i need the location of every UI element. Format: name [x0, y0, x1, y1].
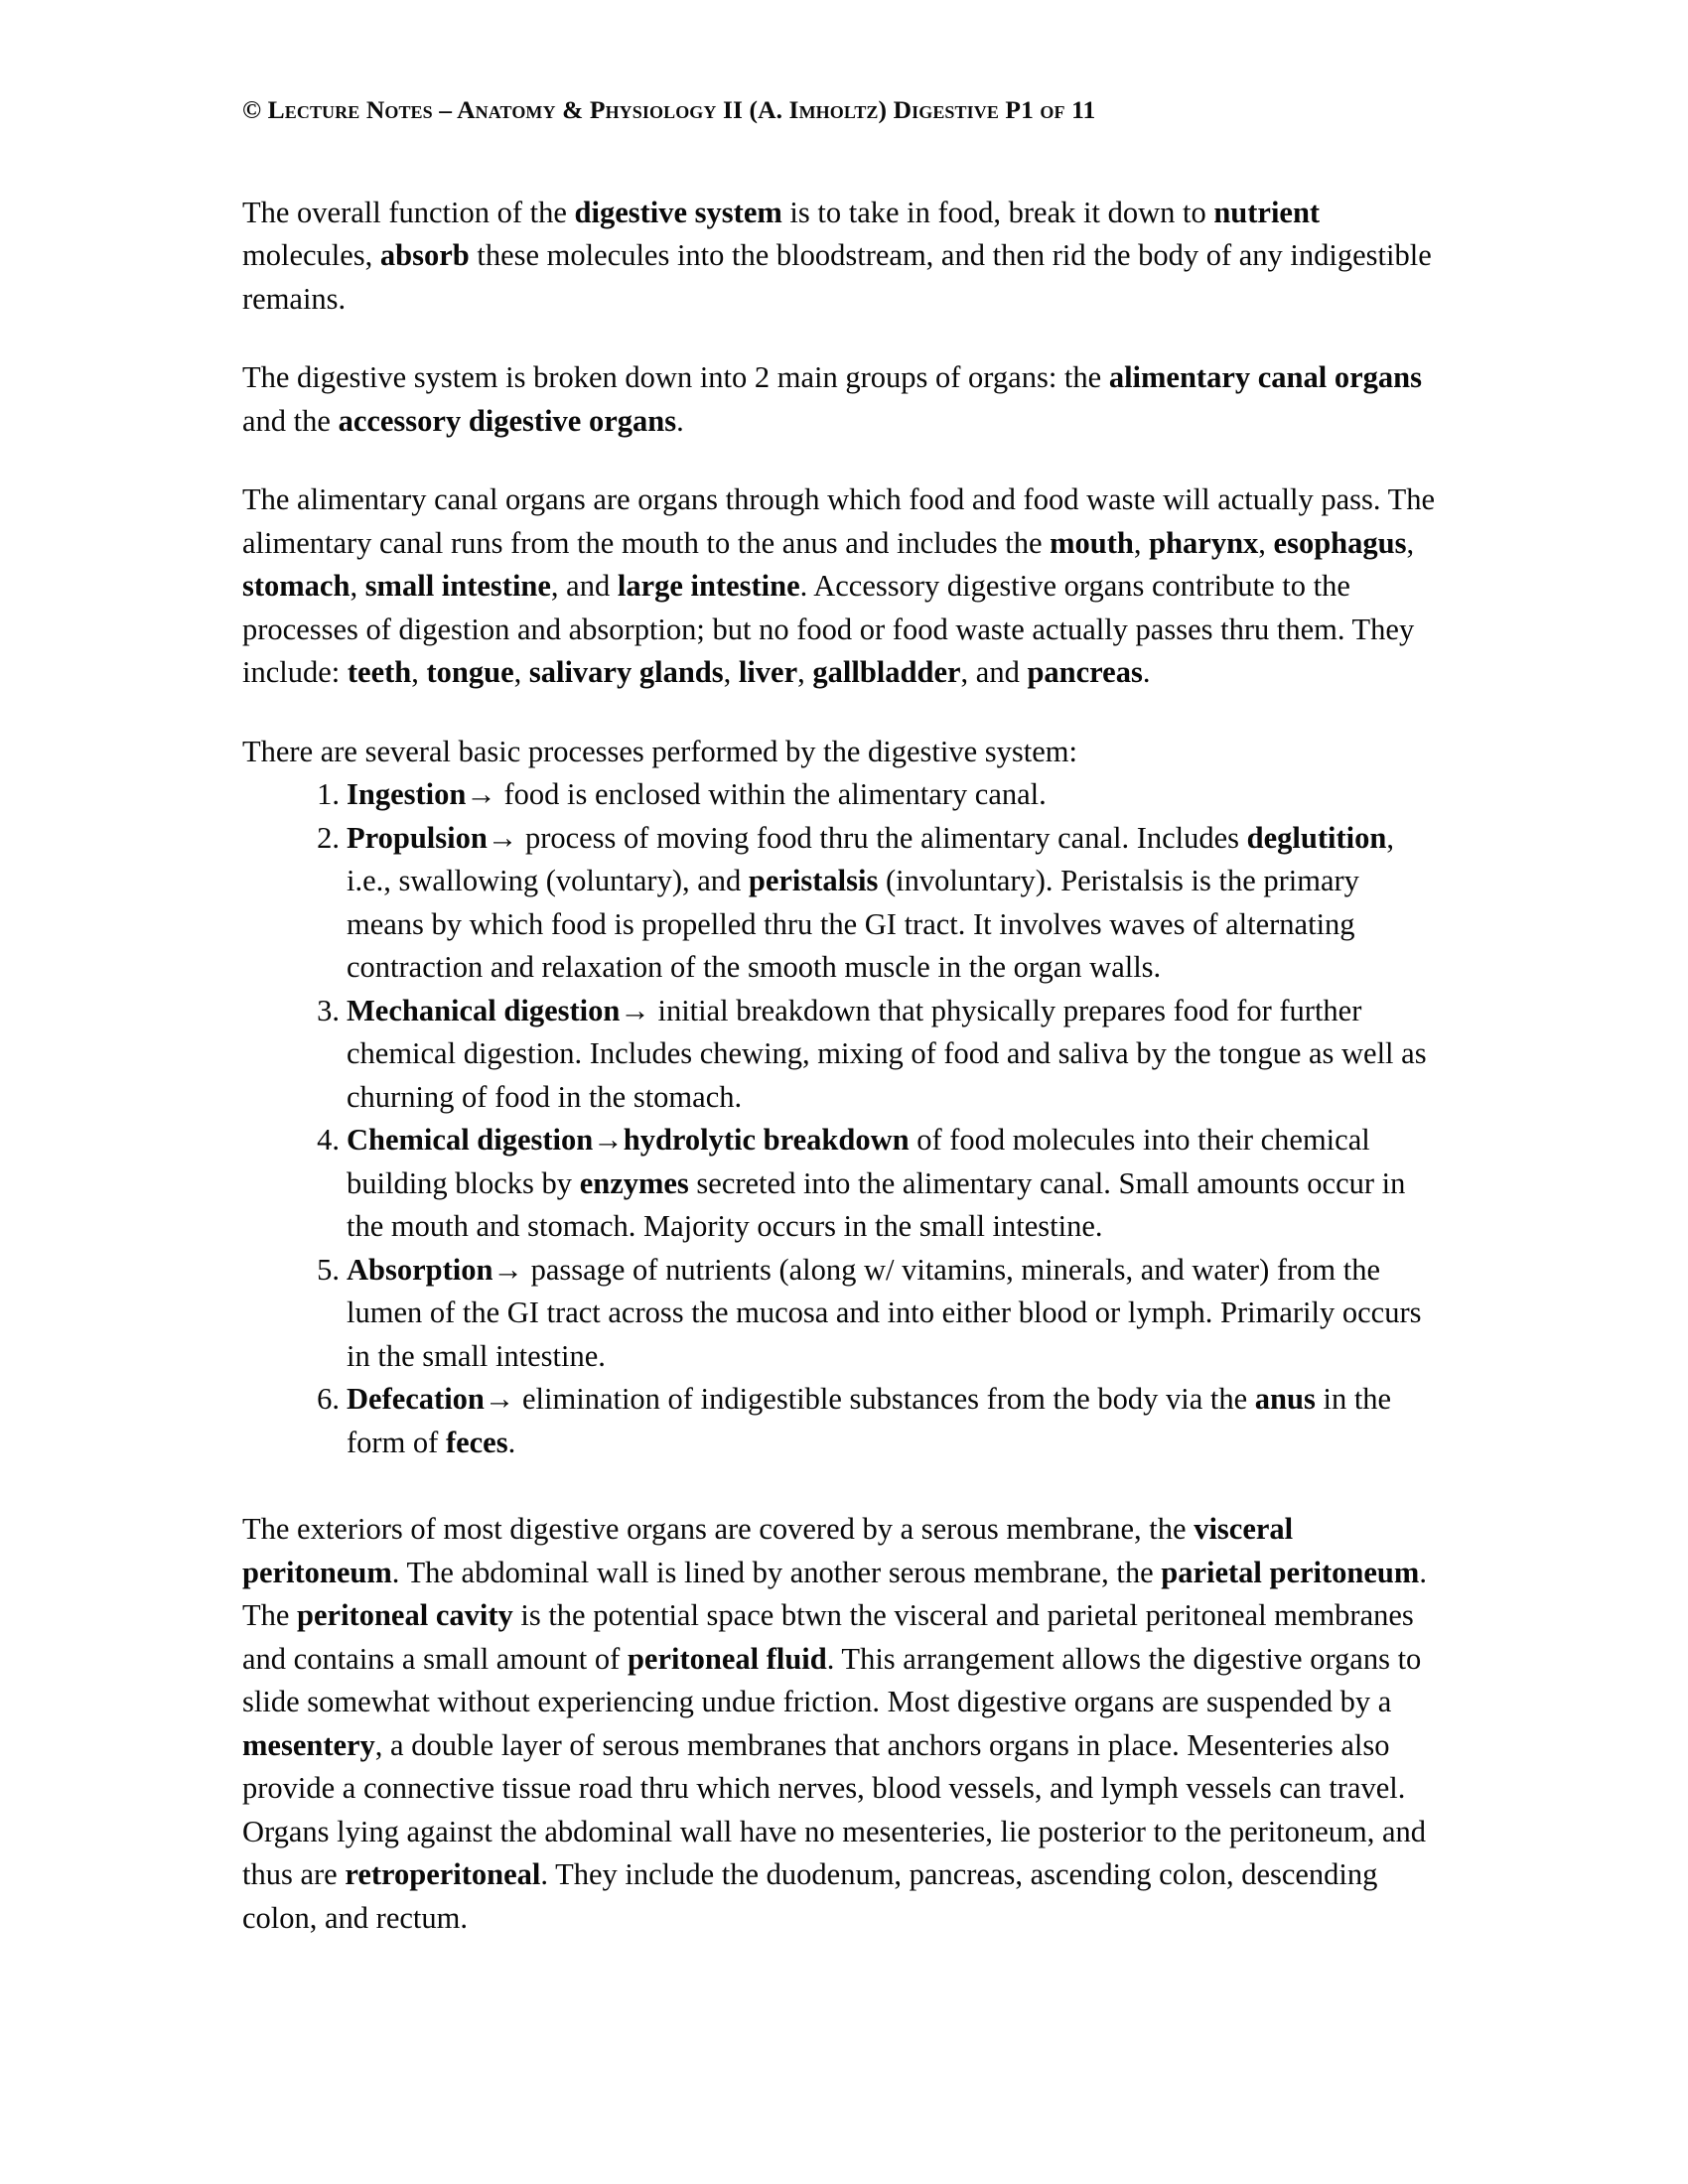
text-run: . The: [242, 1555, 1427, 1633]
text-run: The digestive system is broken down into 2 main groups of organs: the: [242, 360, 1109, 395]
term-salivary-glands: salivary glands: [528, 655, 724, 690]
term-peristalsis: peristalsis: [748, 864, 879, 898]
term-visceral-peritoneum: visceral peritoneum: [242, 1512, 1294, 1589]
list-number: 2.: [317, 820, 340, 855]
term-chemical-digestion: Chemical digestion: [347, 1123, 594, 1158]
text-run: ,: [411, 655, 427, 690]
text-run: of food molecules into their chemical building blocks by: [347, 1123, 1370, 1200]
list-item-mechanical-digestion: [242, 990, 1444, 1120]
text-run: . They include the duodenum, pancreas, ascending colon, descending colon, and rectum.: [242, 1857, 1378, 1935]
arrow-icon: →: [466, 777, 496, 812]
text-run: secreted into the alimentary canal. Small amounts occur in the mouth and stomach. Majority occurs in the small intestine.: [347, 1165, 1406, 1244]
term-propulsion: Propulsion: [347, 820, 488, 855]
text-run: passage of nutrients (along w/ vitamins, minerals, and water) from the lumen of the GI tract across the mucosa and into either blood or lymph. Primarily occurs in the small intestine.: [347, 1252, 1422, 1373]
text-run: in the form of: [347, 1382, 1392, 1459]
list-item-chemical-digestion: [242, 1119, 1444, 1249]
text-run: (involuntary). Peristalsis is the primary means by which food is propelled thru the GI tract. It involves waves of alternating contraction and relaxation of the smooth muscle in the organ walls.: [347, 864, 1359, 985]
term-mechanical-digestion: Mechanical digestion: [347, 993, 621, 1027]
term-parietal-peritoneum: parietal peritoneum: [1161, 1555, 1420, 1589]
text-run: , i.e., swallowing (voluntary), and: [347, 820, 1394, 898]
page-content: [242, 95, 1444, 1976]
term-teeth: teeth: [347, 655, 412, 690]
list-item-absorption: [242, 1249, 1444, 1379]
list-number: 4.: [317, 1123, 340, 1158]
text-run: is the potential space btwn the visceral and parietal peritoneal membranes and contains a small amount of: [242, 1598, 1414, 1676]
text-run: .: [507, 1425, 516, 1459]
text-run: food is enclosed within the alimentary canal.: [495, 777, 1047, 812]
arrow-icon: →: [620, 993, 650, 1027]
term-absorption: Absorption: [347, 1252, 493, 1287]
paragraph-processes-intro: There are several basic processes performed by the digestive system:: [242, 734, 1077, 768]
text-run: ,: [513, 655, 529, 690]
term-feces: feces: [445, 1425, 508, 1459]
list-number: 1.: [317, 777, 340, 812]
arrow-icon: →: [593, 1123, 624, 1158]
text-run: ,: [350, 569, 365, 604]
term-tongue: tongue: [426, 655, 514, 690]
term-ingestion: Ingestion: [347, 777, 467, 812]
text-run: , a double layer of serous membranes that anchors organs in place. Mesenteries also provide a connective tissue road thru which nerves, blood vessels, and lymph vessels can travel. Organs lying against the abdominal wall have no mesenteries, lie posterior to the peritoneum, and thus are: [242, 1727, 1427, 1892]
text-run: is to take in food, break it down to: [781, 195, 1214, 229]
term-small-intestine: small intestine: [364, 569, 551, 604]
arrow-icon: →: [487, 820, 518, 855]
text-run: The exteriors of most digestive organs are covered by a serous membrane, the: [242, 1512, 1195, 1547]
text-run: .: [1142, 655, 1151, 690]
term-nutrient: nutrient: [1213, 195, 1321, 229]
term-pancreas: pancreas: [1027, 655, 1143, 690]
paragraph-alimentary-canal-detail: [242, 478, 1444, 695]
list-item-propulsion: [242, 817, 1444, 990]
term-accessory-digestive-organs: accessory digestive organs: [338, 403, 677, 438]
paragraph-two-main-groups: [242, 356, 1444, 443]
text-run: . Accessory digestive organs contribute to the processes of digestion and absorption; but no food or food waste actually passes thru them. They include:: [242, 569, 1415, 690]
text-run: initial breakdown that physically prepares food for further chemical digestion. Includes chewing, mixing of food and saliva by the tongue as well as churning of food in the stomach.: [347, 993, 1427, 1114]
text-run: and the: [242, 403, 339, 438]
page-header: © Lecture Notes – Anatomy & Physiology II (A. Imholtz) Digestive P1 of 11: [242, 95, 1096, 124]
term-alimentary-canal-organs: alimentary canal organs: [1108, 360, 1422, 395]
term-digestive-system: digestive system: [574, 195, 782, 229]
text-run: . This arrangement allows the digestive organs to slide somewhat without experiencing undue friction. Most digestive organs are suspended by a: [242, 1641, 1422, 1719]
text-run: The overall function of the: [242, 195, 575, 229]
list-number: 3.: [317, 993, 340, 1027]
term-esophagus: esophagus: [1273, 525, 1407, 560]
text-run: ,: [797, 655, 813, 690]
text-run: molecules,: [242, 238, 380, 273]
text-run: . The abdominal wall is lined by another serous membrane, the: [391, 1555, 1162, 1589]
text-run: The alimentary canal organs are organs through which food and food waste will actually pass. The alimentary canal runs from the mouth to the anus and includes the: [242, 482, 1436, 560]
text-run: elimination of indigestible substances from the body via the: [514, 1382, 1255, 1417]
term-large-intestine: large intestine: [617, 569, 800, 604]
arrow-icon: →: [484, 1382, 515, 1417]
list-item-defecation: [242, 1378, 1444, 1464]
list-number: 6.: [317, 1382, 340, 1417]
text-run: ,: [1258, 525, 1274, 560]
digestive-processes-list: [242, 773, 1444, 1464]
text-run: these molecules into the bloodstream, and then rid the body of any indigestible remains.: [242, 238, 1432, 316]
term-mouth: mouth: [1050, 525, 1134, 560]
text-run: , and: [960, 655, 1028, 690]
term-absorb: absorb: [379, 238, 470, 273]
list-number: 5.: [317, 1252, 340, 1287]
term-deglutition: deglutition: [1246, 820, 1387, 855]
text-run: ,: [1406, 525, 1415, 560]
term-gallbladder: gallbladder: [812, 655, 961, 690]
term-stomach: stomach: [242, 569, 351, 604]
text-run: , and: [550, 569, 618, 604]
term-retroperitoneal: retroperitoneal: [345, 1857, 541, 1892]
text-run: ,: [723, 655, 739, 690]
term-peritoneal-cavity: peritoneal cavity: [297, 1598, 513, 1633]
term-liver: liver: [738, 655, 798, 690]
term-mesentery: mesentery: [242, 1727, 375, 1762]
term-pharynx: pharynx: [1149, 525, 1259, 560]
arrow-icon: →: [492, 1252, 523, 1287]
list-item-ingestion: [242, 773, 1444, 817]
term-defecation: Defecation: [347, 1382, 485, 1417]
paragraph-peritoneum: [242, 1508, 1444, 1940]
text-run: ,: [1133, 525, 1150, 560]
text-run: .: [676, 403, 684, 438]
term-hydrolytic-breakdown: hydrolytic breakdown: [623, 1123, 910, 1158]
text-run: process of moving food thru the alimentary canal. Includes: [517, 820, 1247, 855]
term-peritoneal-fluid: peritoneal fluid: [627, 1641, 827, 1676]
term-enzymes: enzymes: [579, 1165, 689, 1200]
term-anus: anus: [1254, 1382, 1316, 1417]
paragraph-overall-function: [242, 192, 1444, 322]
